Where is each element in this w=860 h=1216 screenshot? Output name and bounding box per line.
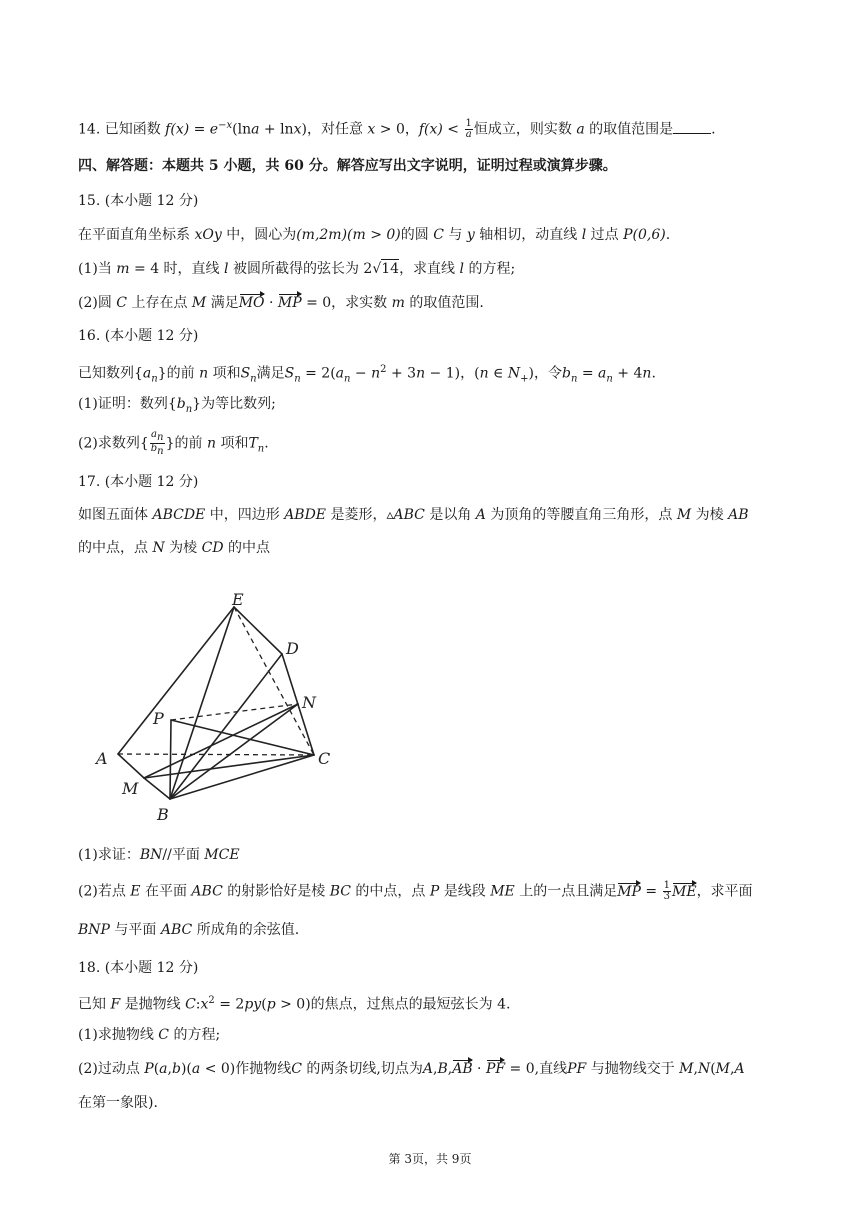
edge-AC-hidden — [118, 754, 314, 755]
page-footer: 第 3页，共 9页 — [388, 1152, 472, 1166]
edge-PB — [170, 720, 171, 799]
q15-part2: (2)圆 C 上存在点 M 满足MO · MP = 0，求实数 m 的取值范围. — [78, 295, 484, 311]
label-C: C — [318, 749, 331, 768]
fraction: $\frac{a_n}{b_n}$ — [150, 429, 164, 457]
q15-head: 15. (本小题 12 分) — [78, 193, 199, 209]
label-P: P — [153, 709, 164, 728]
edge-EC-hidden — [234, 607, 314, 755]
fraction: $\frac{1}{3}$ — [663, 880, 670, 902]
q18-part2-a: (2)过动点 P(a,b)(a < 0)作抛物线C 的两条切线,切点为A,B,AB · PF = 0,直线PF 与抛物线交于 M,N(M,A — [78, 1061, 745, 1077]
edge-BC — [170, 755, 314, 799]
edge-AM — [118, 754, 144, 778]
q18-head: 18. (本小题 12 分) — [78, 960, 199, 976]
fraction: $\frac{1}{a}$ — [465, 118, 472, 141]
sqrt-sign: √ — [372, 261, 382, 277]
q17-intro-1: 如图五面体 ABCDE 中，四边形 ABDE 是菱形，▵ABC 是以角 A 为顶角的等腰直角三角形，点 M 为棱 AB — [78, 507, 749, 523]
q16-head: 16. (本小题 12 分) — [78, 328, 199, 344]
pentahedron-figure — [90, 592, 350, 832]
label-N: N — [302, 693, 316, 712]
q17-part1: (1)求证：BN//平面 MCE — [78, 847, 240, 863]
q18-part1: (1)求抛物线 C 的方程; — [78, 1027, 221, 1043]
q17-part2-a: (2)若点 E 在平面 ABC 的射影恰好是棱 BC 的中点，点 P 是线段 ME 上的一点且满足MP = $\frac{1}{3}$ ME，求平面 — [78, 880, 753, 902]
edge-MB — [144, 778, 170, 799]
edge-BD — [170, 654, 282, 799]
q17-intro-2: 的中点，点 N 为棱 CD 的中点 — [78, 540, 270, 556]
section-heading: 四、解答题：本题共 5 小题，共 60 分。解答应写出文字说明，证明过程或演算步骤。 — [78, 158, 617, 174]
q17-part2-b: BNP 与平面 ABC 所成角的余弦值. — [78, 922, 300, 938]
edge-PC — [171, 720, 314, 755]
label-M: M — [122, 779, 139, 798]
q18-intro: 已知 F 是抛物线 $C:x^2 = 2py(p > 0)$的焦点，过焦点的最短弦长为 4. — [78, 995, 511, 1013]
q18-part2-b: 在第一象限). — [78, 1095, 158, 1111]
q15-part1: (1)当 m = 4 时，直线 l 被圆所截得的弦长为 2√14，求直线 l 的方程; — [78, 261, 516, 277]
label-B: B — [157, 805, 169, 824]
q16-part2: (2)求数列{ $\frac{a_n}{b_n}$ }的前 n 项和$T_n$. — [78, 429, 269, 457]
edge-ED — [234, 607, 282, 654]
q16-part1: (1)证明：数列$\{b_n\}$为等比数列; — [78, 396, 276, 415]
q16-intro: 已知数列$\{a_n\}$的前 n 项和$S_n$满足$S_n = 2(a_n - n^2 + 3n - 1)$，(n ∈ $N_+$)，令$b_n = a_n + 4n$. — [78, 364, 656, 385]
answer-blank — [673, 121, 711, 134]
q15-intro: 在平面直角坐标系 xOy 中，圆心为(m,2m)(m > 0)的圆 C 与 y 轴相切，动直线 l 过点 P(0,6). — [78, 227, 671, 243]
q17-head: 17. (本小题 12 分) — [78, 474, 199, 490]
label-E: E — [232, 592, 244, 609]
q14-line: 14. 已知函数 $f(x) = e^{-x}(\ln a + \ln x)$，对任意 x > 0，f(x) < $\frac{1}{a}$ 恒成立，则实数 a 的取值范围是 . — [78, 118, 716, 141]
label-A: A — [96, 749, 108, 768]
label-D: D — [286, 639, 299, 658]
